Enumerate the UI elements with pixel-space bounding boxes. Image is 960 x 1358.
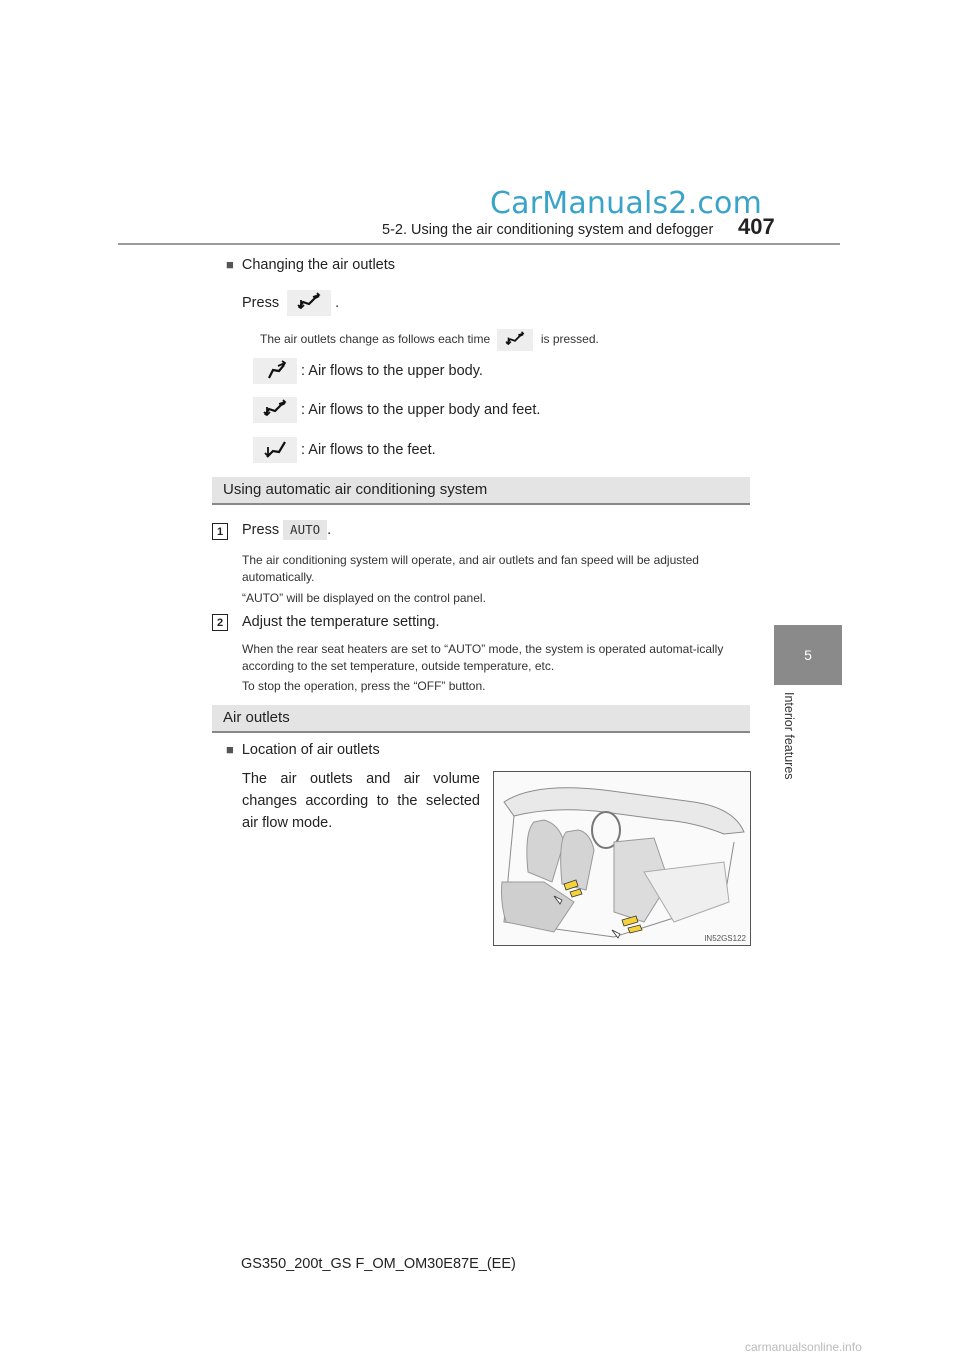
figure-code: IN52GS122 xyxy=(704,934,746,943)
mode-cycle-note xyxy=(260,329,599,351)
step-badge-2: 2 xyxy=(212,614,228,631)
square-bullet-icon: ■ xyxy=(226,257,234,272)
car-interior-illustration xyxy=(493,771,751,946)
section-bar-air-outlets xyxy=(212,705,750,733)
note-suffix: is pressed. xyxy=(540,332,599,347)
step1-note-operate: The air conditioning system will operate, and air outlets and fan speed will be adjusted automatically. xyxy=(242,553,699,584)
step2-note-stop: To stop the operation, press the “OFF” button. xyxy=(242,679,486,693)
section-title: Air outlets xyxy=(223,709,290,726)
section-bar-auto xyxy=(212,477,750,505)
press-mode-line xyxy=(242,290,339,316)
press-label: Press xyxy=(242,294,280,311)
footer-doc-code: GS350_200t_GS F_OM_OM30E87E_(EE) xyxy=(241,1256,516,1272)
chapter-tab: 5 xyxy=(774,625,842,685)
page-number: 407 xyxy=(738,214,775,239)
airflow-mode-inline-icon xyxy=(497,329,533,351)
footer-watermark: carmanualsonline.info xyxy=(745,1340,862,1354)
subheading-text: Changing the air outlets xyxy=(241,257,396,273)
press-label: Press xyxy=(242,521,280,538)
mode-item-upper-body xyxy=(253,358,483,384)
mode-text: : Air flows to the upper body. xyxy=(301,362,483,379)
mode-item-feet xyxy=(253,437,436,463)
step1-note-display: “AUTO” will be displayed on the control panel. xyxy=(242,591,486,605)
auto-key-label: AUTO xyxy=(283,520,327,540)
press-suffix: . xyxy=(335,294,340,311)
step-badge-1: 1 xyxy=(212,523,228,540)
upper-body-and-feet-airflow-icon xyxy=(253,397,297,423)
note-prefix: The air outlets change as follows each time xyxy=(260,332,491,347)
upper-body-airflow-icon xyxy=(253,358,297,384)
subheading-text: Location of air outlets xyxy=(241,742,380,758)
subheading-location-outlets xyxy=(226,741,380,759)
outlets-body-text: The air outlets and air volume changes according to the selected air flow mode. xyxy=(242,771,480,831)
section-header: 5-2. Using the air conditioning system and defogger xyxy=(382,222,714,238)
step2-note-rear-seat: When the rear seat heaters are set to “AUTO” mode, the system is operated automat-ically according to the set temperature, outside temperature, etc. xyxy=(242,642,724,673)
section-title: Using automatic air conditioning system xyxy=(223,481,488,498)
mode-text: : Air flows to the feet. xyxy=(301,441,436,458)
feet-airflow-icon xyxy=(253,437,297,463)
mode-item-upper-body-feet xyxy=(253,397,540,423)
mode-text: : Air flows to the upper body and feet. xyxy=(301,401,541,418)
step1-press-auto xyxy=(242,520,331,540)
chapter-title-vertical xyxy=(774,692,810,792)
header-divider xyxy=(118,243,840,245)
chapter-title-label: Interior features xyxy=(782,692,796,780)
subheading-changing-outlets xyxy=(226,256,395,274)
watermark-logo: CarManuals2.com xyxy=(490,186,763,221)
press-suffix: . xyxy=(327,521,332,538)
airflow-mode-button-icon xyxy=(287,290,331,316)
step2-text: Adjust the temperature setting. xyxy=(242,614,440,630)
square-bullet-icon: ■ xyxy=(226,742,234,757)
